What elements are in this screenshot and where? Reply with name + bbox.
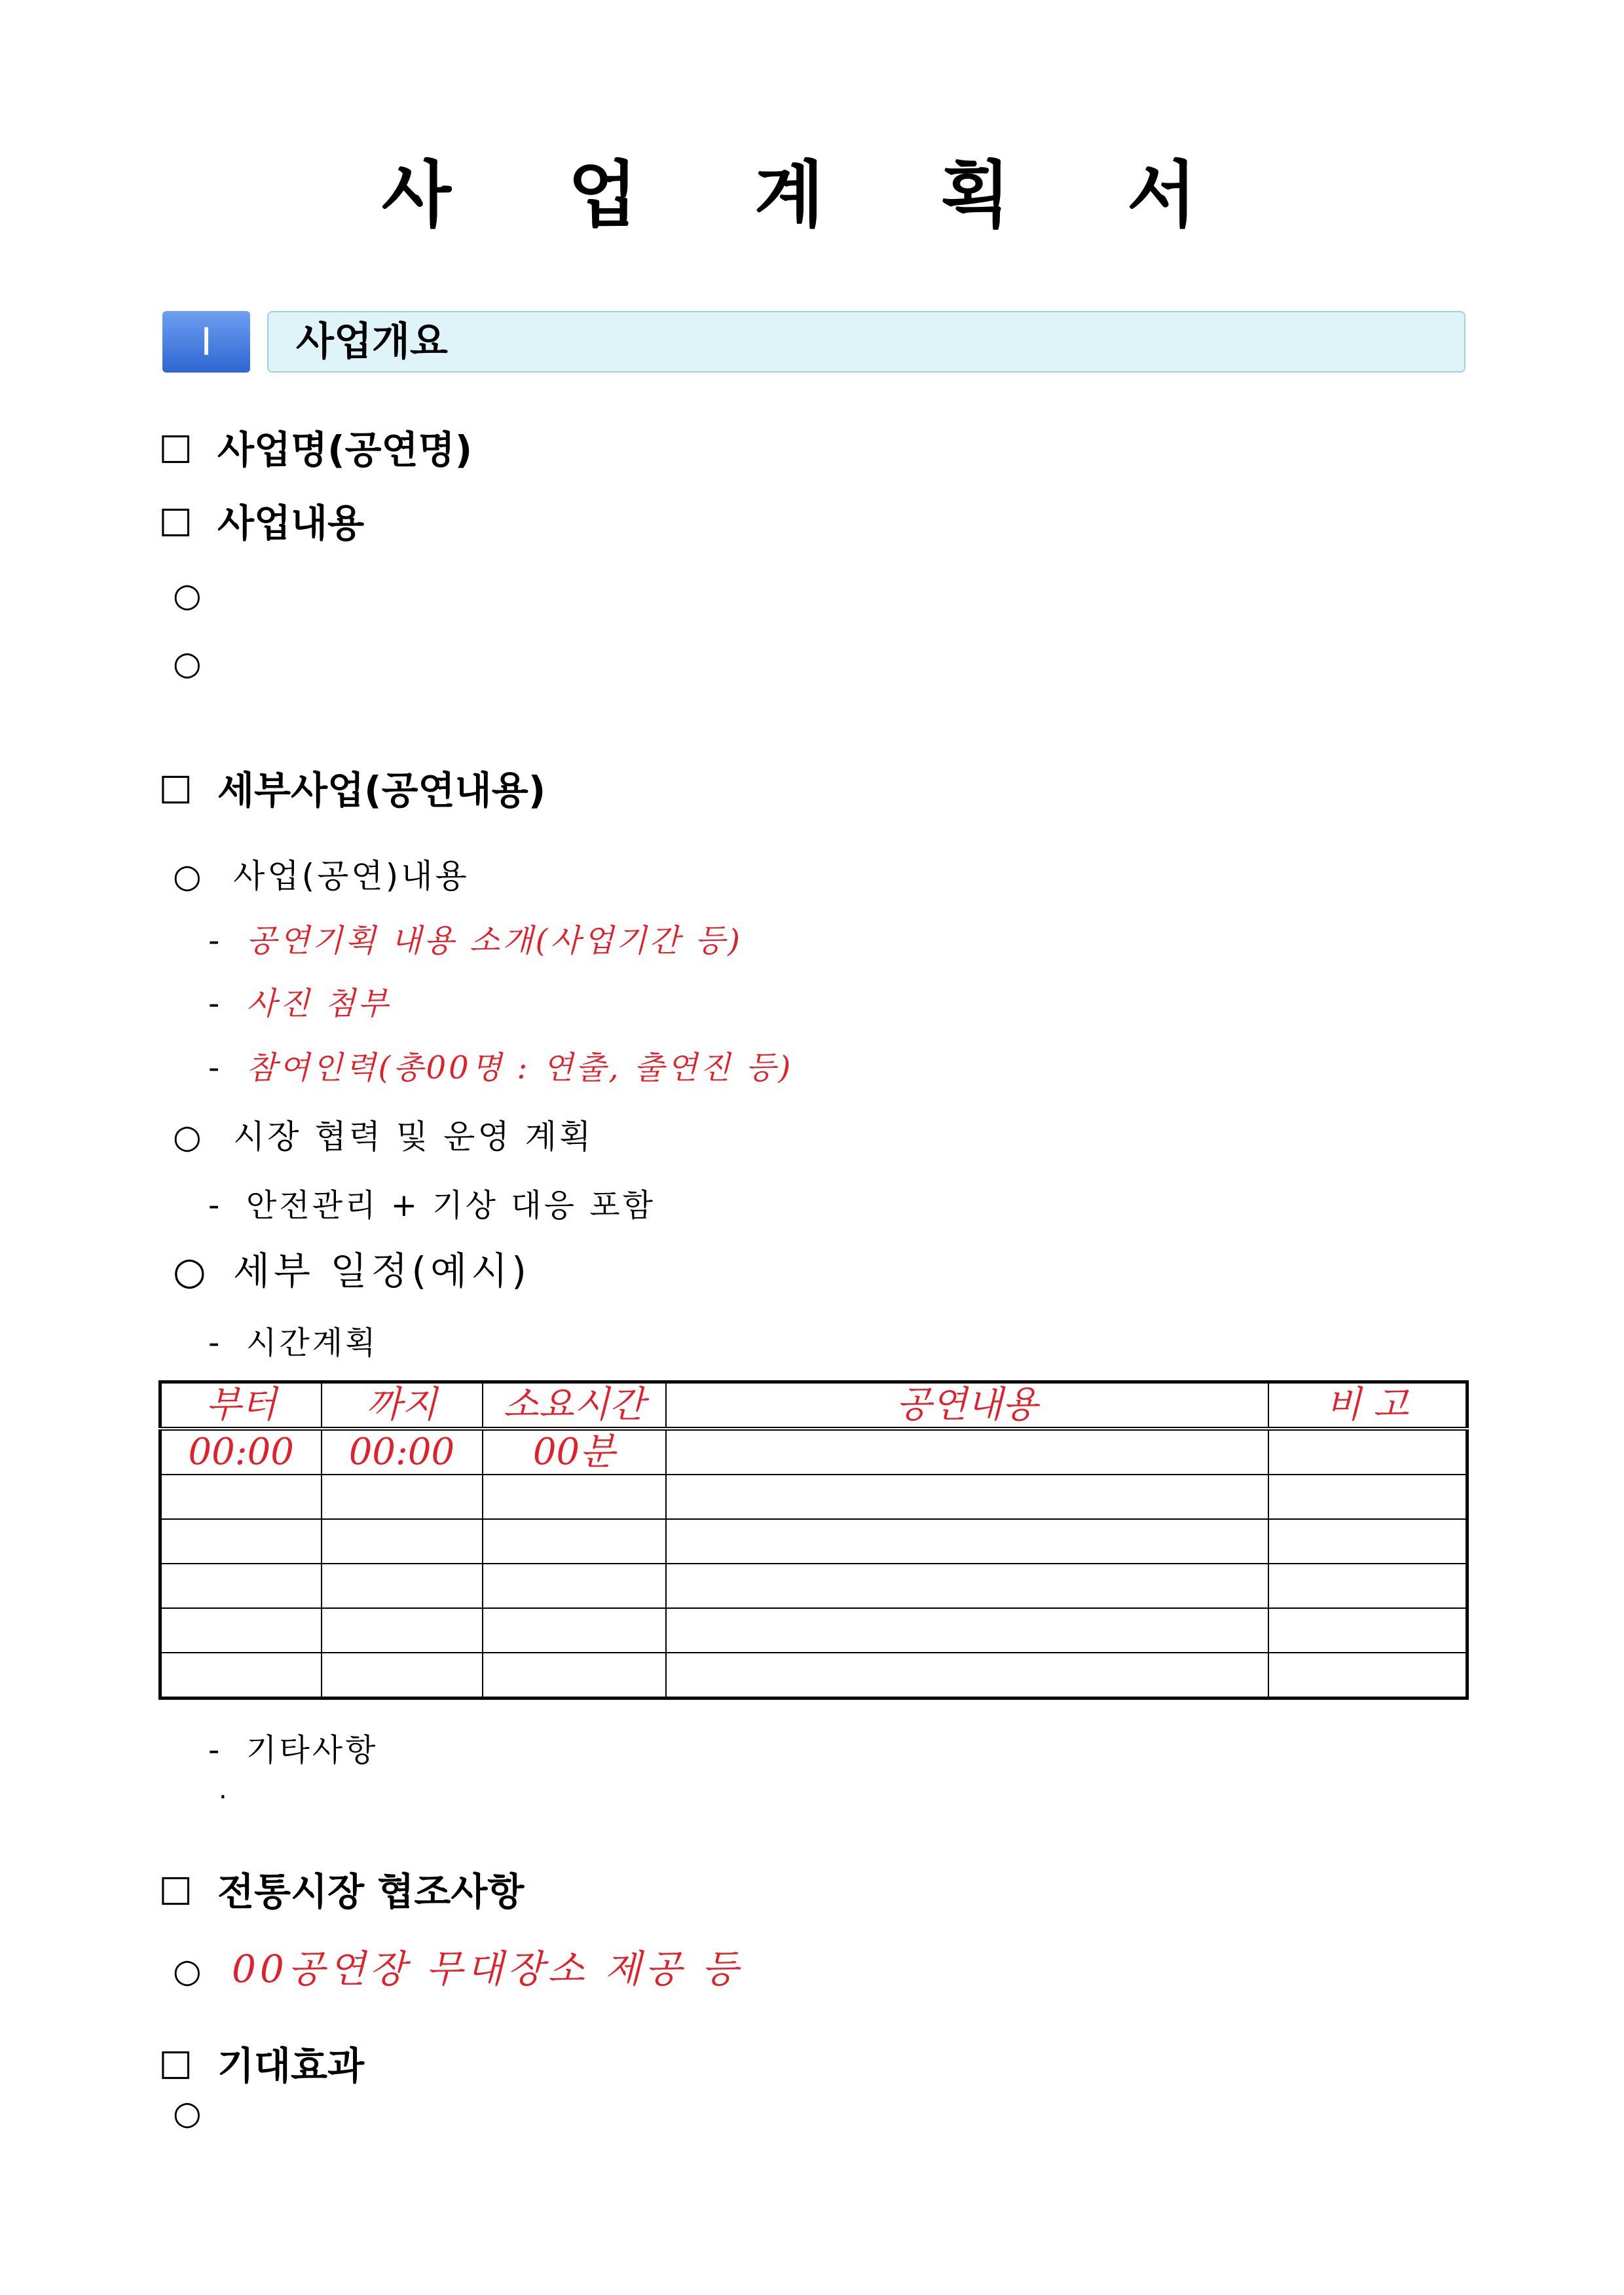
checkbox-icon: ☐ — [158, 428, 193, 472]
table-cell — [483, 1564, 666, 1608]
circle-bullet-icon: ○ — [173, 1118, 204, 1156]
table-cell — [483, 1519, 666, 1564]
table-row — [160, 1429, 1467, 1475]
table-row — [160, 1564, 1467, 1608]
table-cell — [160, 1564, 322, 1608]
dash-item-text: 시간계획 — [246, 1325, 378, 1361]
checkbox-icon: ☐ — [158, 1869, 193, 1914]
table-cell — [1268, 1429, 1467, 1475]
table-cell — [666, 1564, 1268, 1608]
heading-text: 사업명(공연명) — [217, 428, 473, 472]
table-cell: 00:00 — [322, 1429, 483, 1475]
heading-text: 전통시장 협조사항 — [217, 1869, 525, 1914]
heading-market-cooperation — [158, 1861, 524, 1916]
dash-item-text: 기타사항 — [246, 1732, 378, 1769]
dash-item-text: 공연기획 내용 소개(사업기간 등) — [246, 923, 743, 959]
table-cell — [1268, 1653, 1467, 1698]
dash-item-text: 사진 첨부 — [246, 985, 391, 1022]
table-cell — [1268, 1519, 1467, 1564]
dash-item — [208, 1180, 655, 1225]
table-row — [160, 1653, 1467, 1698]
table-cell — [160, 1475, 322, 1519]
schedule-table — [158, 1380, 1469, 1700]
circle-bullet-icon: ○ — [173, 2094, 202, 2132]
heading-text: 사업내용 — [217, 501, 365, 545]
table-cell — [1268, 1475, 1467, 1519]
circle-bullet-icon: ○ — [173, 1952, 204, 1990]
heading-project-content — [158, 492, 364, 547]
table-cell — [1268, 1564, 1467, 1608]
checkbox-icon: ☐ — [158, 2044, 193, 2088]
dash-icon: - — [208, 1732, 223, 1769]
table-cell — [322, 1608, 483, 1653]
table-cell: 00:00 — [160, 1429, 322, 1475]
heading-text: 세부사업(공연내용) — [217, 768, 546, 813]
dash-icon: - — [208, 1325, 223, 1361]
dash-item — [208, 1317, 378, 1363]
table-header-cell: 비 고 — [1268, 1382, 1467, 1429]
table-cell — [322, 1519, 483, 1564]
table-cell: 00분 — [483, 1429, 666, 1475]
table-row — [160, 1475, 1467, 1519]
section-number-badge: Ⅰ — [162, 311, 250, 373]
circle-bullet-icon: ○ — [173, 644, 202, 682]
checkbox-icon: ☐ — [158, 768, 193, 813]
sub-item-schedule — [173, 1240, 530, 1295]
dash-icon: - — [208, 1187, 223, 1224]
table-cell — [322, 1475, 483, 1519]
sub-item-text: 세부 일정(예시) — [233, 1249, 530, 1293]
market-cooperation-item — [173, 1938, 742, 1993]
dash-item-text: 안전관리 + 기상 대응 포함 — [246, 1187, 655, 1224]
table-cell — [1268, 1608, 1467, 1653]
table-header-cell: 공연내용 — [666, 1382, 1268, 1429]
table-header-cell: 까지 — [322, 1382, 483, 1429]
sub-item-text: 사업(공연)내용 — [233, 857, 470, 895]
table-cell — [666, 1608, 1268, 1653]
table-header-cell: 부터 — [160, 1382, 322, 1429]
dash-item — [208, 1042, 793, 1088]
table-cell — [666, 1519, 1268, 1564]
table-cell — [666, 1475, 1268, 1519]
document-title: 사 업 계 획 서 — [381, 153, 1243, 237]
table-cell — [483, 1475, 666, 1519]
table-header-row — [160, 1382, 1467, 1429]
table-header-cell: 소요시간 — [483, 1382, 666, 1429]
heading-detail-project — [158, 760, 545, 815]
dash-icon: - — [208, 985, 223, 1022]
dash-icon: - — [208, 1050, 223, 1086]
table-cell — [666, 1653, 1268, 1698]
table-cell — [322, 1653, 483, 1698]
table-cell — [160, 1519, 322, 1564]
dash-item — [208, 978, 391, 1023]
dot-bullet-icon: · — [219, 1782, 227, 1812]
market-cooperation-text: 00공연장 무대장소 제공 등 — [232, 1947, 743, 1991]
table-cell — [160, 1653, 322, 1698]
circle-bullet-icon: ○ — [173, 576, 202, 614]
heading-expected-effect — [158, 2035, 364, 2090]
section-title: 사업개요 — [296, 319, 448, 365]
table-cell — [160, 1608, 322, 1653]
dash-item — [208, 1725, 378, 1770]
heading-text: 기대효과 — [217, 2044, 365, 2088]
checkbox-icon: ☐ — [158, 501, 193, 545]
table-cell — [483, 1608, 666, 1653]
dash-item — [208, 915, 743, 961]
table-cell — [483, 1653, 666, 1698]
sub-item-content — [173, 850, 470, 897]
dash-icon: - — [208, 923, 223, 959]
sub-item-cooperation — [173, 1111, 593, 1158]
sub-item-text: 시장 협력 및 운영 계획 — [233, 1118, 594, 1156]
table-cell — [666, 1429, 1268, 1475]
circle-bullet-icon: ○ — [173, 1249, 210, 1293]
table-cell — [322, 1564, 483, 1608]
circle-bullet-icon: ○ — [173, 857, 204, 895]
heading-project-name — [158, 419, 472, 474]
table-row — [160, 1608, 1467, 1653]
table-row — [160, 1519, 1467, 1564]
dash-item-text: 참여인력(총00명 : 연출, 출연진 등) — [246, 1050, 794, 1086]
